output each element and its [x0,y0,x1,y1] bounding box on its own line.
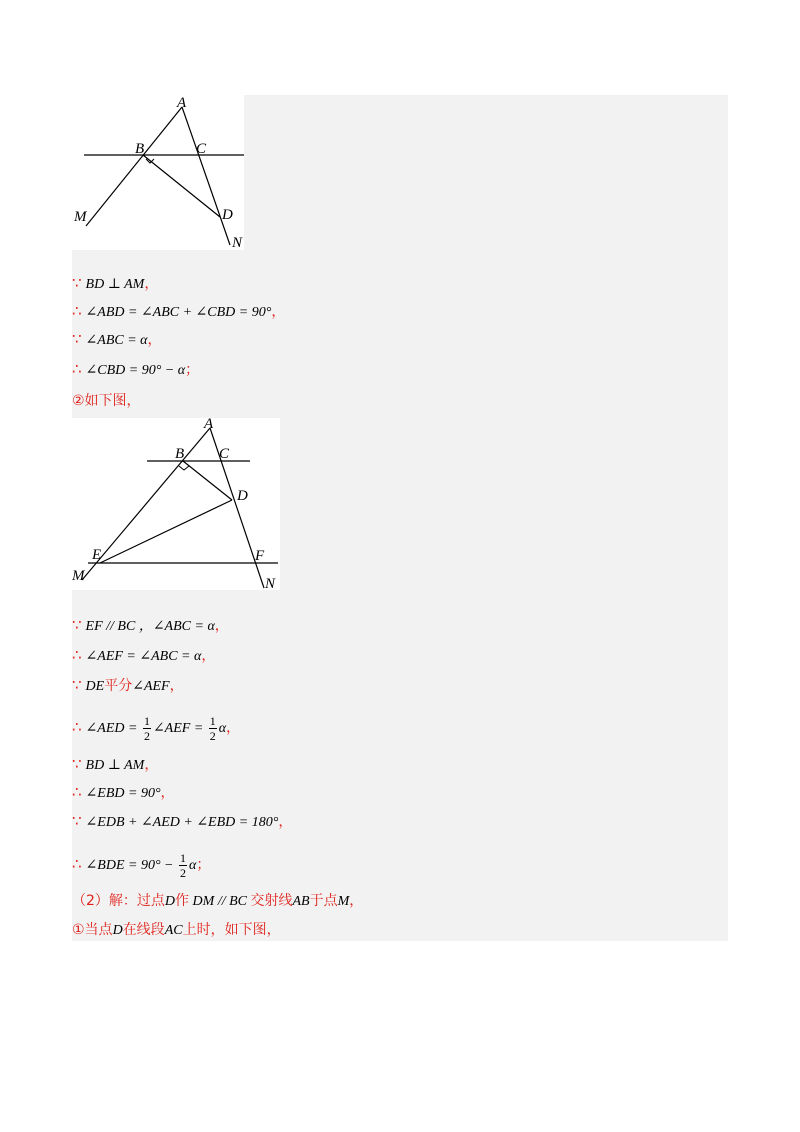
geometry-figure-1 [72,95,244,250]
label-n: N [265,576,276,590]
proof-line: ∴ ∠AED = $\frac{1}{2}$ ∠AEF = $\frac{1}{2}$ α， [72,714,241,744]
proof-line: ∵ BD ⊥ AM， [72,274,159,292]
label-b: B [175,446,185,462]
label-c: C [196,141,207,157]
fraction: $\frac{1}{2}$ [143,714,150,744]
proof-line: ∵ DE平分∠AEF， [72,676,184,694]
proof-line: ∴ ∠BDE = 90° − $\frac{1}{2}$ α； [72,851,211,881]
solution-line: （2）解：过点D作 DM // BC 交射线AB于点M， [72,893,364,909]
proof-line: ∴ ∠EBD = 90°， [72,783,175,801]
proof-line: ∵ ∠EDB + ∠AED + ∠EBD = 180°， [72,812,293,830]
proof-line: ∵ EF // BC ，∠ABC = α， [72,616,229,634]
solution-line: ①当点D在线段AC上时，如下图， [72,922,281,938]
label-n: N [232,235,243,250]
proof-line: ∵ BD ⊥ AM， [72,755,159,773]
geometry-figure-2 [72,418,280,590]
proof-line: ∴ ∠CBD = 90° − α； [72,360,200,378]
label-a: A [177,95,187,111]
label-m: M [74,209,87,225]
label-a: A [204,418,214,432]
fraction: $\frac{1}{2}$ [209,714,216,744]
proof-line: ∴ ∠ABD = ∠ABC + ∠CBD = 90°， [72,302,286,320]
section-heading: ②如下图， [72,393,141,409]
proof-line: ∵ ∠ABC = α， [72,330,162,348]
label-d: D [222,207,233,223]
proof-line: ∴ ∠AEF = ∠ABC = α， [72,646,216,664]
label-c: C [219,446,230,462]
label-e: E [92,547,102,563]
label-m: M [72,568,85,584]
label-f: F [255,548,265,564]
fraction: $\frac{1}{2}$ [179,851,186,881]
label-b: B [135,141,145,157]
label-d: D [237,488,248,504]
